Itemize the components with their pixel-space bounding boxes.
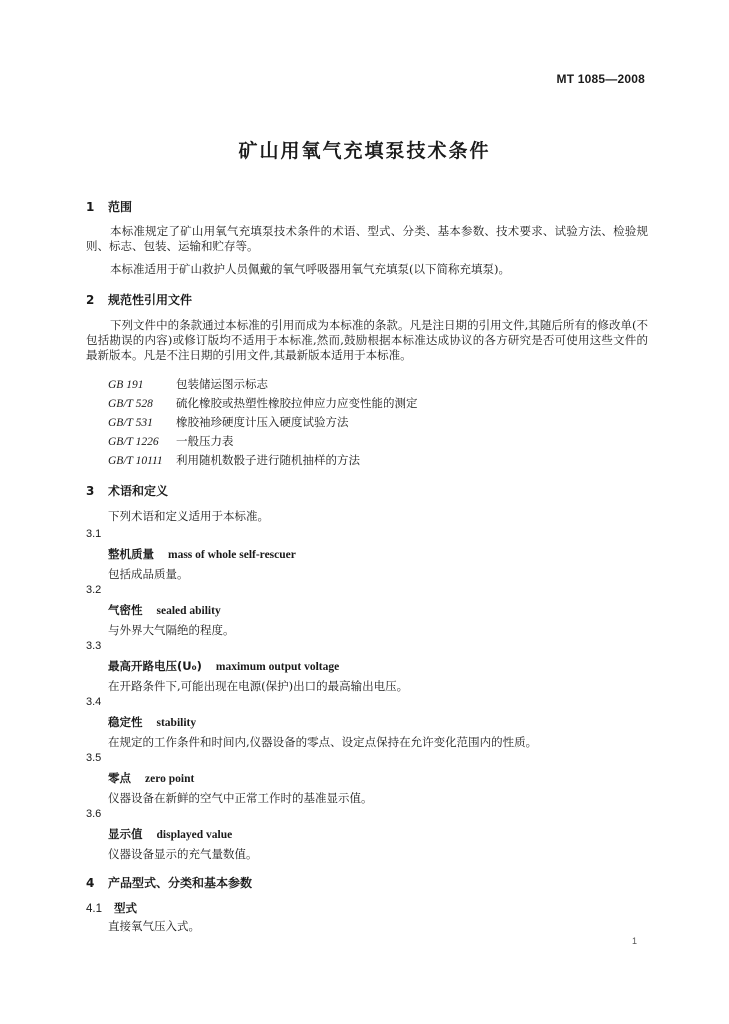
section-1-number: 1 xyxy=(86,200,95,214)
term-cn: 最高开路电压(U₀) xyxy=(108,659,202,673)
term-heading xyxy=(108,658,339,674)
term-definition: 与外界大气隔绝的程度。 xyxy=(108,623,235,637)
section-1-paragraph-2: 本标准适用于矿山救护人员佩戴的氧气呼吸器用氧气充填泵(以下简称充填泵)。 xyxy=(110,262,510,276)
subsection-4-1-heading xyxy=(86,900,137,916)
term-en: displayed value xyxy=(156,829,233,841)
section-1-title: 范围 xyxy=(108,200,133,214)
reference-item xyxy=(108,414,349,430)
reference-title: 硫化橡胶或热塑性橡胶拉伸应力应变性能的测定 xyxy=(176,396,418,410)
clause-number: 3.5 xyxy=(86,752,102,764)
term-heading xyxy=(108,546,296,562)
reference-title: 包装储运图示标志 xyxy=(176,377,268,391)
section-4-heading xyxy=(86,874,252,891)
term-cn: 稳定性 xyxy=(108,715,143,729)
clause-number: 3.3 xyxy=(86,640,102,652)
section-3-number: 3 xyxy=(86,484,95,498)
term-definition: 仪器设备在新鲜的空气中正常工作时的基准显示值。 xyxy=(108,791,373,805)
term-cn: 整机质量 xyxy=(108,547,154,561)
term-definition: 包括成品质量。 xyxy=(108,567,189,581)
term-en: mass of whole self-rescuer xyxy=(168,549,296,561)
term-en: sealed ability xyxy=(156,605,221,617)
term-heading xyxy=(108,770,194,786)
reference-title: 利用随机数骰子进行随机抽样的方法 xyxy=(176,453,360,467)
reference-item xyxy=(108,376,268,392)
term-cn: 显示值 xyxy=(108,827,143,841)
term-cn: 零点 xyxy=(108,771,131,785)
reference-item xyxy=(108,433,234,449)
clause-number: 3.4 xyxy=(86,696,102,708)
section-3-heading xyxy=(86,482,168,499)
term-en: maximum output voltage xyxy=(215,661,340,673)
section-3-intro: 下列术语和定义适用于本标准。 xyxy=(108,509,269,523)
subsection-title: 型式 xyxy=(114,901,137,915)
term-heading xyxy=(108,826,232,842)
section-2-paragraph-1: 下列文件中的条款通过本标准的引用而成为本标准的条款。凡是注日期的引用文件,其随后所有的修改单(不包括勘误的内容)或修订版均不适用于本标准,然而,鼓励根据本标准达成协议的各方研究是否可使用这些文件的最新版本。凡是不注日期的引用文件,其最新版本适用于本标准。 xyxy=(86,318,648,362)
reference-title: 一般压力表 xyxy=(176,434,234,448)
term-cn: 气密性 xyxy=(108,603,143,617)
section-2-heading xyxy=(86,291,192,308)
term-en: zero point xyxy=(145,773,195,785)
section-2-number: 2 xyxy=(86,293,95,307)
reference-code: GB/T 1226 xyxy=(108,436,159,448)
term-heading xyxy=(108,602,221,618)
section-1-heading xyxy=(86,198,132,215)
reference-code: GB/T 528 xyxy=(108,398,153,410)
term-heading xyxy=(108,714,196,730)
reference-code: GB 191 xyxy=(108,379,144,391)
term-definition: 在开路条件下,可能出现在电源(保护)出口的最高输出电压。 xyxy=(108,679,409,693)
reference-item xyxy=(108,452,360,468)
section-2-title: 规范性引用文件 xyxy=(108,293,193,307)
term-definition: 仪器设备显示的充气量数值。 xyxy=(108,847,258,861)
clause-number: 3.1 xyxy=(86,528,102,540)
standard-number: MT 1085—2008 xyxy=(556,72,645,86)
section-1-paragraph-1: 本标准规定了矿山用氧气充填泵技术条件的术语、型式、分类、基本参数、技术要求、试验方法、检验规则、标志、包装、运输和贮存等。 xyxy=(86,224,648,253)
subsection-number: 4.1 xyxy=(86,903,102,915)
clause-number: 3.2 xyxy=(86,584,102,596)
reference-code: GB/T 531 xyxy=(108,417,153,429)
section-4-title: 产品型式、分类和基本参数 xyxy=(108,876,253,890)
term-en: stability xyxy=(156,717,197,729)
term-definition: 在规定的工作条件和时间内,仪器设备的零点、设定点保持在允许变化范围内的性质。 xyxy=(108,735,538,749)
subsection-4-1-text: 直接氧气压入式。 xyxy=(108,919,200,933)
document-title: 矿山用氧气充填泵技术条件 xyxy=(238,140,491,162)
reference-title: 橡胶袖珍硬度计压入硬度试验方法 xyxy=(176,415,349,429)
clause-number: 3.6 xyxy=(86,808,102,820)
section-3-title: 术语和定义 xyxy=(108,484,169,498)
section-4-number: 4 xyxy=(86,876,95,890)
page-number: 1 xyxy=(631,936,637,946)
reference-code: GB/T 10111 xyxy=(108,455,163,467)
reference-item xyxy=(108,395,418,411)
